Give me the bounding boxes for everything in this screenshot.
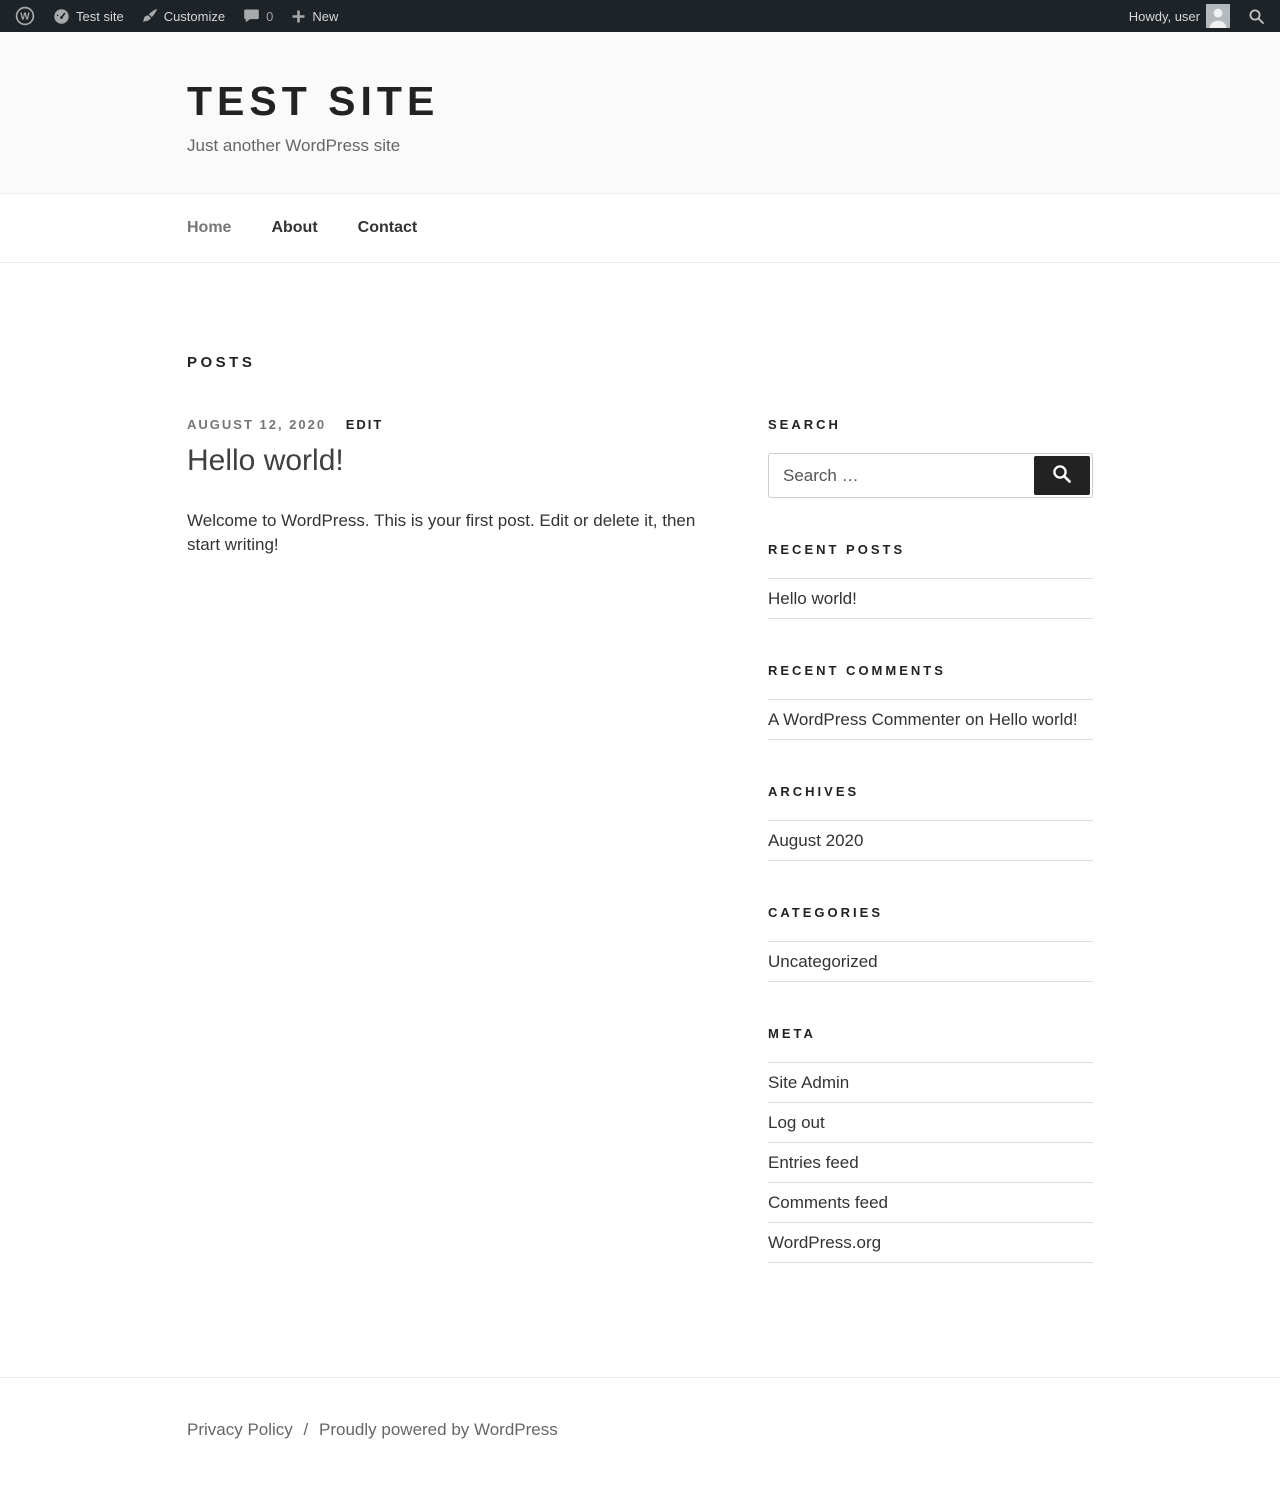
post-title (187, 442, 712, 480)
site-title[interactable]: TEST SITE (187, 78, 440, 124)
post-content: Welcome to WordPress. This is your first post. Edit or delete it, then start writing! (187, 510, 696, 555)
meta-comments-feed-link[interactable]: Comments feed (768, 1193, 888, 1213)
privacy-policy-link[interactable]: Privacy Policy (187, 1420, 293, 1440)
comment-separator: on (965, 710, 985, 730)
search-widget-title: SEARCH (768, 417, 841, 433)
admin-bar-comments-count: 0 (266, 8, 274, 24)
search-form (768, 453, 1093, 498)
meta-log-out-link[interactable]: Log out (768, 1113, 825, 1133)
meta-site-admin-link[interactable]: Site Admin (768, 1073, 850, 1093)
site-header (0, 32, 1280, 193)
admin-bar-site-name[interactable] (44, 0, 133, 32)
meta-widget (768, 1026, 1093, 1263)
admin-bar-search[interactable] (1239, 0, 1274, 32)
site-footer (0, 1377, 1280, 1490)
svg-text:W: W (20, 11, 30, 23)
admin-bar-site-label: Test site (76, 8, 124, 24)
category-link[interactable]: Uncategorized (768, 952, 878, 972)
wordpress-logo-icon (15, 6, 35, 26)
comment-post-link[interactable]: Hello world! (988, 710, 1078, 730)
recent-post-link[interactable]: Hello world! (768, 589, 857, 609)
posts-column (187, 417, 712, 1263)
archive-link[interactable]: August 2020 (768, 831, 864, 851)
comments-bubble-icon (243, 8, 260, 24)
list-item (768, 1063, 1093, 1103)
list-item (768, 700, 1093, 740)
categories-widget (768, 905, 1093, 982)
entry-meta (187, 417, 712, 432)
archives-title: ARCHIVES (768, 784, 860, 800)
wp-logo-menu[interactable] (6, 0, 44, 32)
howdy-label: Howdy, user (1128, 8, 1200, 24)
categories-title: CATEGORIES (768, 905, 883, 921)
search-button-icon (1051, 463, 1073, 488)
nav-item-contact[interactable]: Contact (357, 219, 418, 237)
search-widget (768, 417, 1093, 498)
post-title-link[interactable]: Hello world! (187, 444, 344, 478)
site-tagline: Just another WordPress site (187, 136, 401, 156)
admin-bar-comments[interactable] (234, 0, 282, 32)
list-item (768, 1223, 1093, 1263)
recent-posts-widget (768, 542, 1093, 619)
list-item (768, 1143, 1093, 1183)
page-title: POSTS (187, 354, 256, 372)
list-item (768, 579, 1093, 619)
nav-item-about[interactable]: About (271, 219, 318, 237)
list-item (768, 1103, 1093, 1143)
list-item (768, 821, 1093, 861)
admin-bar-new[interactable] (282, 0, 347, 32)
sidebar (768, 417, 1093, 1263)
admin-bar-my-account[interactable] (1120, 0, 1239, 32)
post-article (187, 417, 712, 558)
recent-comments-title: RECENT COMMENTS (768, 663, 946, 679)
recent-posts-title: RECENT POSTS (768, 542, 906, 558)
powered-by-link[interactable]: Proudly powered by WordPress (319, 1420, 558, 1440)
dashboard-gauge-icon (53, 8, 70, 25)
wp-admin-bar (0, 0, 1280, 32)
admin-bar-customize[interactable] (133, 0, 234, 32)
list-item (768, 1183, 1093, 1223)
post-date-link[interactable]: AUGUST 12, 2020 (187, 417, 327, 433)
primary-navigation (0, 193, 1280, 263)
admin-bar-new-label: New (312, 8, 339, 24)
comment-author-link[interactable]: A WordPress Commenter (768, 710, 961, 730)
paintbrush-icon (142, 8, 158, 24)
site-main (0, 263, 1280, 1263)
recent-comments-widget (768, 663, 1093, 740)
meta-wordpress-org-link[interactable]: WordPress.org (768, 1233, 882, 1253)
plus-icon (291, 9, 306, 24)
search-submit-button[interactable] (1034, 456, 1090, 495)
user-avatar (1206, 4, 1230, 28)
search-icon (1248, 8, 1265, 25)
meta-entries-feed-link[interactable]: Entries feed (768, 1153, 859, 1173)
archives-widget (768, 784, 1093, 861)
meta-title: META (768, 1026, 816, 1042)
footer-separator: / (303, 1420, 309, 1440)
nav-item-home[interactable]: Home (187, 219, 232, 237)
list-item (768, 942, 1093, 982)
admin-bar-customize-label: Customize (163, 8, 226, 24)
post-edit-link[interactable]: EDIT (345, 417, 384, 433)
